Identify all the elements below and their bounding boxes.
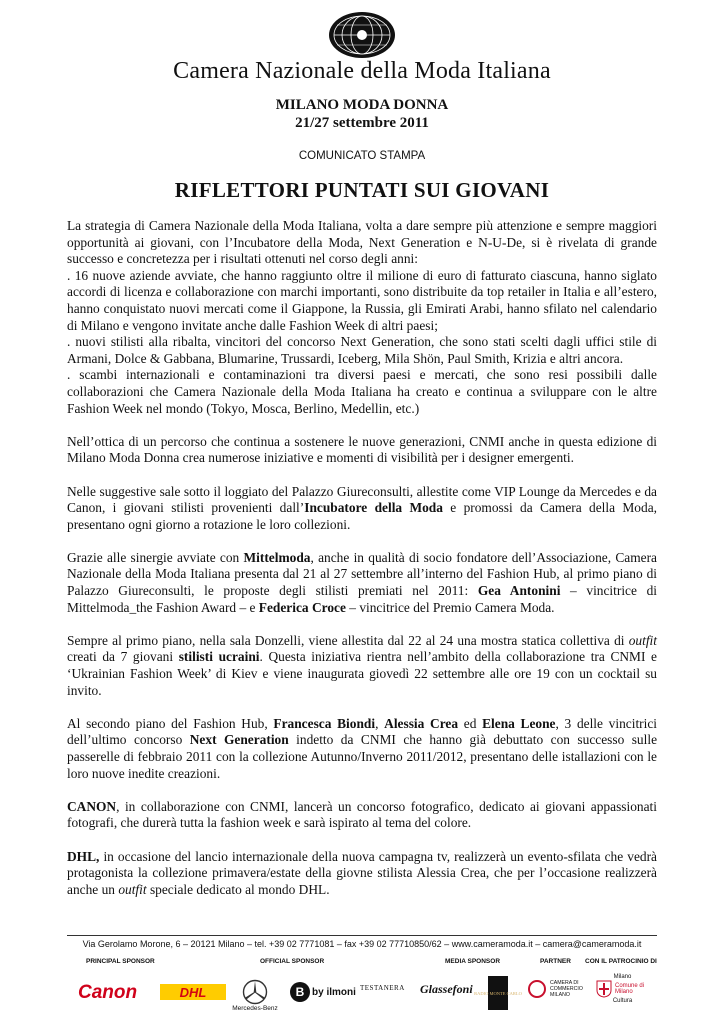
paragraph-8 (67, 849, 657, 899)
text-run: ed (458, 715, 483, 731)
paragraph-5 (67, 633, 657, 699)
mercedes-wordmark: Mercedes-Benz (232, 1004, 278, 1012)
text-run: in occasione del lancio internazionale della nuova campagna tv, realizzerà un evento-sfilata che vedrà protagonista la collezione primavera/estate della giovne stilista Alessia Crea, che per l’occasione realizzerà anche un (67, 848, 657, 897)
bold-run: Alessia Crea (384, 715, 459, 731)
chamber-wordmark: CAMERA DI COMMERCIO MILANO (550, 980, 583, 998)
comune-row (596, 980, 649, 998)
event-dates: 21/27 settembre 2011 (295, 115, 429, 131)
organization-name: Camera Nazionale della Moda Italiana (173, 58, 551, 84)
paragraph-6 (67, 716, 657, 782)
bold-run: stilisti ucraini (178, 649, 260, 665)
comune-wordmark: Comune di Milano (615, 983, 645, 995)
bold-run: CANON (67, 798, 117, 814)
intro-text: La strategia di Camera Nazionale della Moda Italiana, volta a dare sempre più attenzione e sempre maggiori opportunità ai giovani, con l’Incubatore della Moda, Next Generation e N-U-De, si è rivelata di grande successo e concretezza per i risultati ottenuti nel corso degli anni: (67, 218, 657, 267)
dhl-logo: DHL (160, 984, 226, 1000)
event-block (0, 96, 724, 132)
partner-label: PARTNER (540, 958, 571, 965)
bold-run: DHL, (67, 848, 100, 864)
press-release-label: COMUNICATO STAMPA (298, 150, 426, 162)
paragraph-7 (67, 799, 657, 832)
press-release-body (67, 218, 657, 915)
paragraph-intro (67, 218, 657, 417)
media-sponsor-label: MEDIA SPONSOR (445, 958, 501, 965)
cnmi-globe-logo-icon (327, 10, 397, 60)
text-run: Nelle suggestive sale sotto il loggiato del Palazzo Giureconsulti, allestite come VIP Lounge da Mercedes e da Canon, i giovani stilisti provenienti dall’ (67, 483, 657, 516)
bold-run: Federica Croce (258, 599, 346, 615)
patrocinio-label: CON IL PATROCINIO DI (585, 958, 657, 965)
ilmoni-wordmark: by ilmoni (312, 986, 356, 998)
text-run: speciale dedicato al mondo DHL. (146, 881, 330, 897)
bold-run: Incubatore della Moda (304, 500, 443, 516)
b-circle-icon: B (290, 982, 310, 1002)
text-run: indetto da CNMI che hanno già debuttato con successo sulle passerelle di febbraio 2011 con la collezione Autunno/Inverno 2011/2012, presentano delle istallazioni con le loro nuove inedite creazioni. (67, 732, 658, 781)
text-run: Al secondo piano del Fashion Hub, (67, 715, 274, 731)
text-run: Grazie alle sinergie avviate con (67, 549, 244, 565)
comune-top-label: Milano (613, 974, 632, 980)
official-sponsor-label: OFFICIAL SPONSOR (260, 958, 325, 965)
text-run: , in collaborazione con CNMI, lancerà un concorso fotografico, dedicato ai giovani appassionati fotografi, che durerà tutta la fashion week e sarà ispirato al tema del colore. (67, 798, 657, 831)
sponsor-logos (0, 972, 724, 1024)
page-title: RIFLETTORI PUNTATI SUI GIOVANI (174, 178, 550, 202)
intro-bullet-1: . 16 nuove aziende avviate, che hanno raggiunto oltre il milione di euro di fatturato ciascuna, hanno siglato accordi di licenza e collaborazione con marchi importanti, sono distribuite da top retailer in Italia e all’estero, hanno conquistato nuovi mercati come il Giappone, la Russia, gli Emirati Arabi, hanno sfilato nel calendario di Milano e vengono invitate anche dalle Fashion Week di altri paesi; (67, 267, 657, 333)
chamber-emblem-icon (528, 980, 546, 998)
mercedes-star-icon (242, 979, 268, 1005)
bold-run: Francesca Biondi (273, 715, 376, 731)
bold-run: Gea Antonini (477, 583, 561, 599)
italic-run: outfit (628, 632, 657, 648)
paragraph-4 (67, 550, 657, 616)
milano-crest-icon (596, 980, 612, 998)
text-run: . Questa iniziativa rientra nell’ambito della collaborazione tra CNMI e ‘Ukrainian Fashion Week’ di Kiev e viene inaugurata giovedì 22 settembre alle ore 19 con un cocktail su invito. (67, 649, 657, 698)
text-run: e promossi da Camera della Moda, presentano ogni giorno a rotazione le loro collezioni. (67, 500, 657, 532)
bold-run: Next Generation (189, 732, 289, 748)
text-run: Sempre al primo piano, nella sala Donzelli, viene allestita dal 22 al 24 una mostra statica collettiva di (67, 632, 629, 648)
event-name: MILANO MODA DONNA (275, 97, 449, 113)
comune-sub-label: Cultura (612, 998, 633, 1004)
bold-run: Elena Leone (482, 715, 556, 731)
bold-run: Mittelmoda (243, 549, 311, 565)
italic-run: outfit (118, 881, 147, 897)
testanera-logo: TESTANERA (360, 984, 405, 992)
text-run: creati da 7 giovani (67, 649, 179, 665)
camera-commercio-logo (528, 980, 590, 998)
mercedes-logo (230, 972, 280, 1018)
intro-bullet-2: . nuovi stilisti alla ribalta, vincitori del concorso Next Generation, che sono stati scelti dagli uffici stile di Armani, Dolce & Gabbana, Blumarine, Trussardi, Iceberg, Mila Shön, Paul Smith, Krizia e altri ancora. (67, 334, 657, 366)
text-run: , 3 delle vincitrici dell’ultimo concorso (67, 715, 658, 748)
text-run: , (375, 715, 385, 731)
principal-sponsor-label: PRINCIPAL SPONSOR (86, 958, 155, 965)
intro-bullet-3: . scambi internazionali e contaminazioni tra diversi paesi e mercati, che sono resi possibili dalle collaborazioni che Camera Nazionale della Moda Italiana ha creato e continua a sviluppare con le altre Fashion Week nel mondo (Tokyo, Mosca, Berlino, Medellin, etc.) (67, 367, 657, 416)
paragraph-2: Nell’ottica di un percorso che continua a sostenere le nuove generazioni, CNMI anche in questa edizione di Milano Moda Donna crea numerose iniziative e momenti di visibilità per i designer emergenti. (67, 433, 657, 466)
text-run: – vincitrice di Mittelmoda_the Fashion Award – e (67, 583, 657, 615)
canon-logo: Canon (78, 982, 138, 1003)
ilmoni-logo (290, 982, 356, 1002)
paragraph-3 (67, 484, 657, 534)
footer-address: Via Gerolamo Morone, 6 – 20121 Milano – tel. +39 02 7771081 – fax +39 02 77710850/62 – www.cameramoda.it – camera@cameramoda.it (82, 939, 642, 949)
comune-milano-logo (596, 974, 649, 1004)
glassefoni-logo: Glassefoni (420, 982, 473, 996)
radio-monte-carlo-logo: RADIO MONTE CARLO (488, 976, 508, 1010)
text-run: , anche in qualità di socio fondatore dell’Associazione, Camera Nazionale della Moda Italiana presenta dal 21 al 27 settembre all’interno del Fashion Hub, al primo piano di Palazzo Giureconsulti, le proposte degli stilisti premiati nel 2011: (67, 549, 657, 599)
footer-divider (67, 935, 657, 936)
text-run: – vincitrice del Premio Camera Moda. (345, 599, 555, 615)
